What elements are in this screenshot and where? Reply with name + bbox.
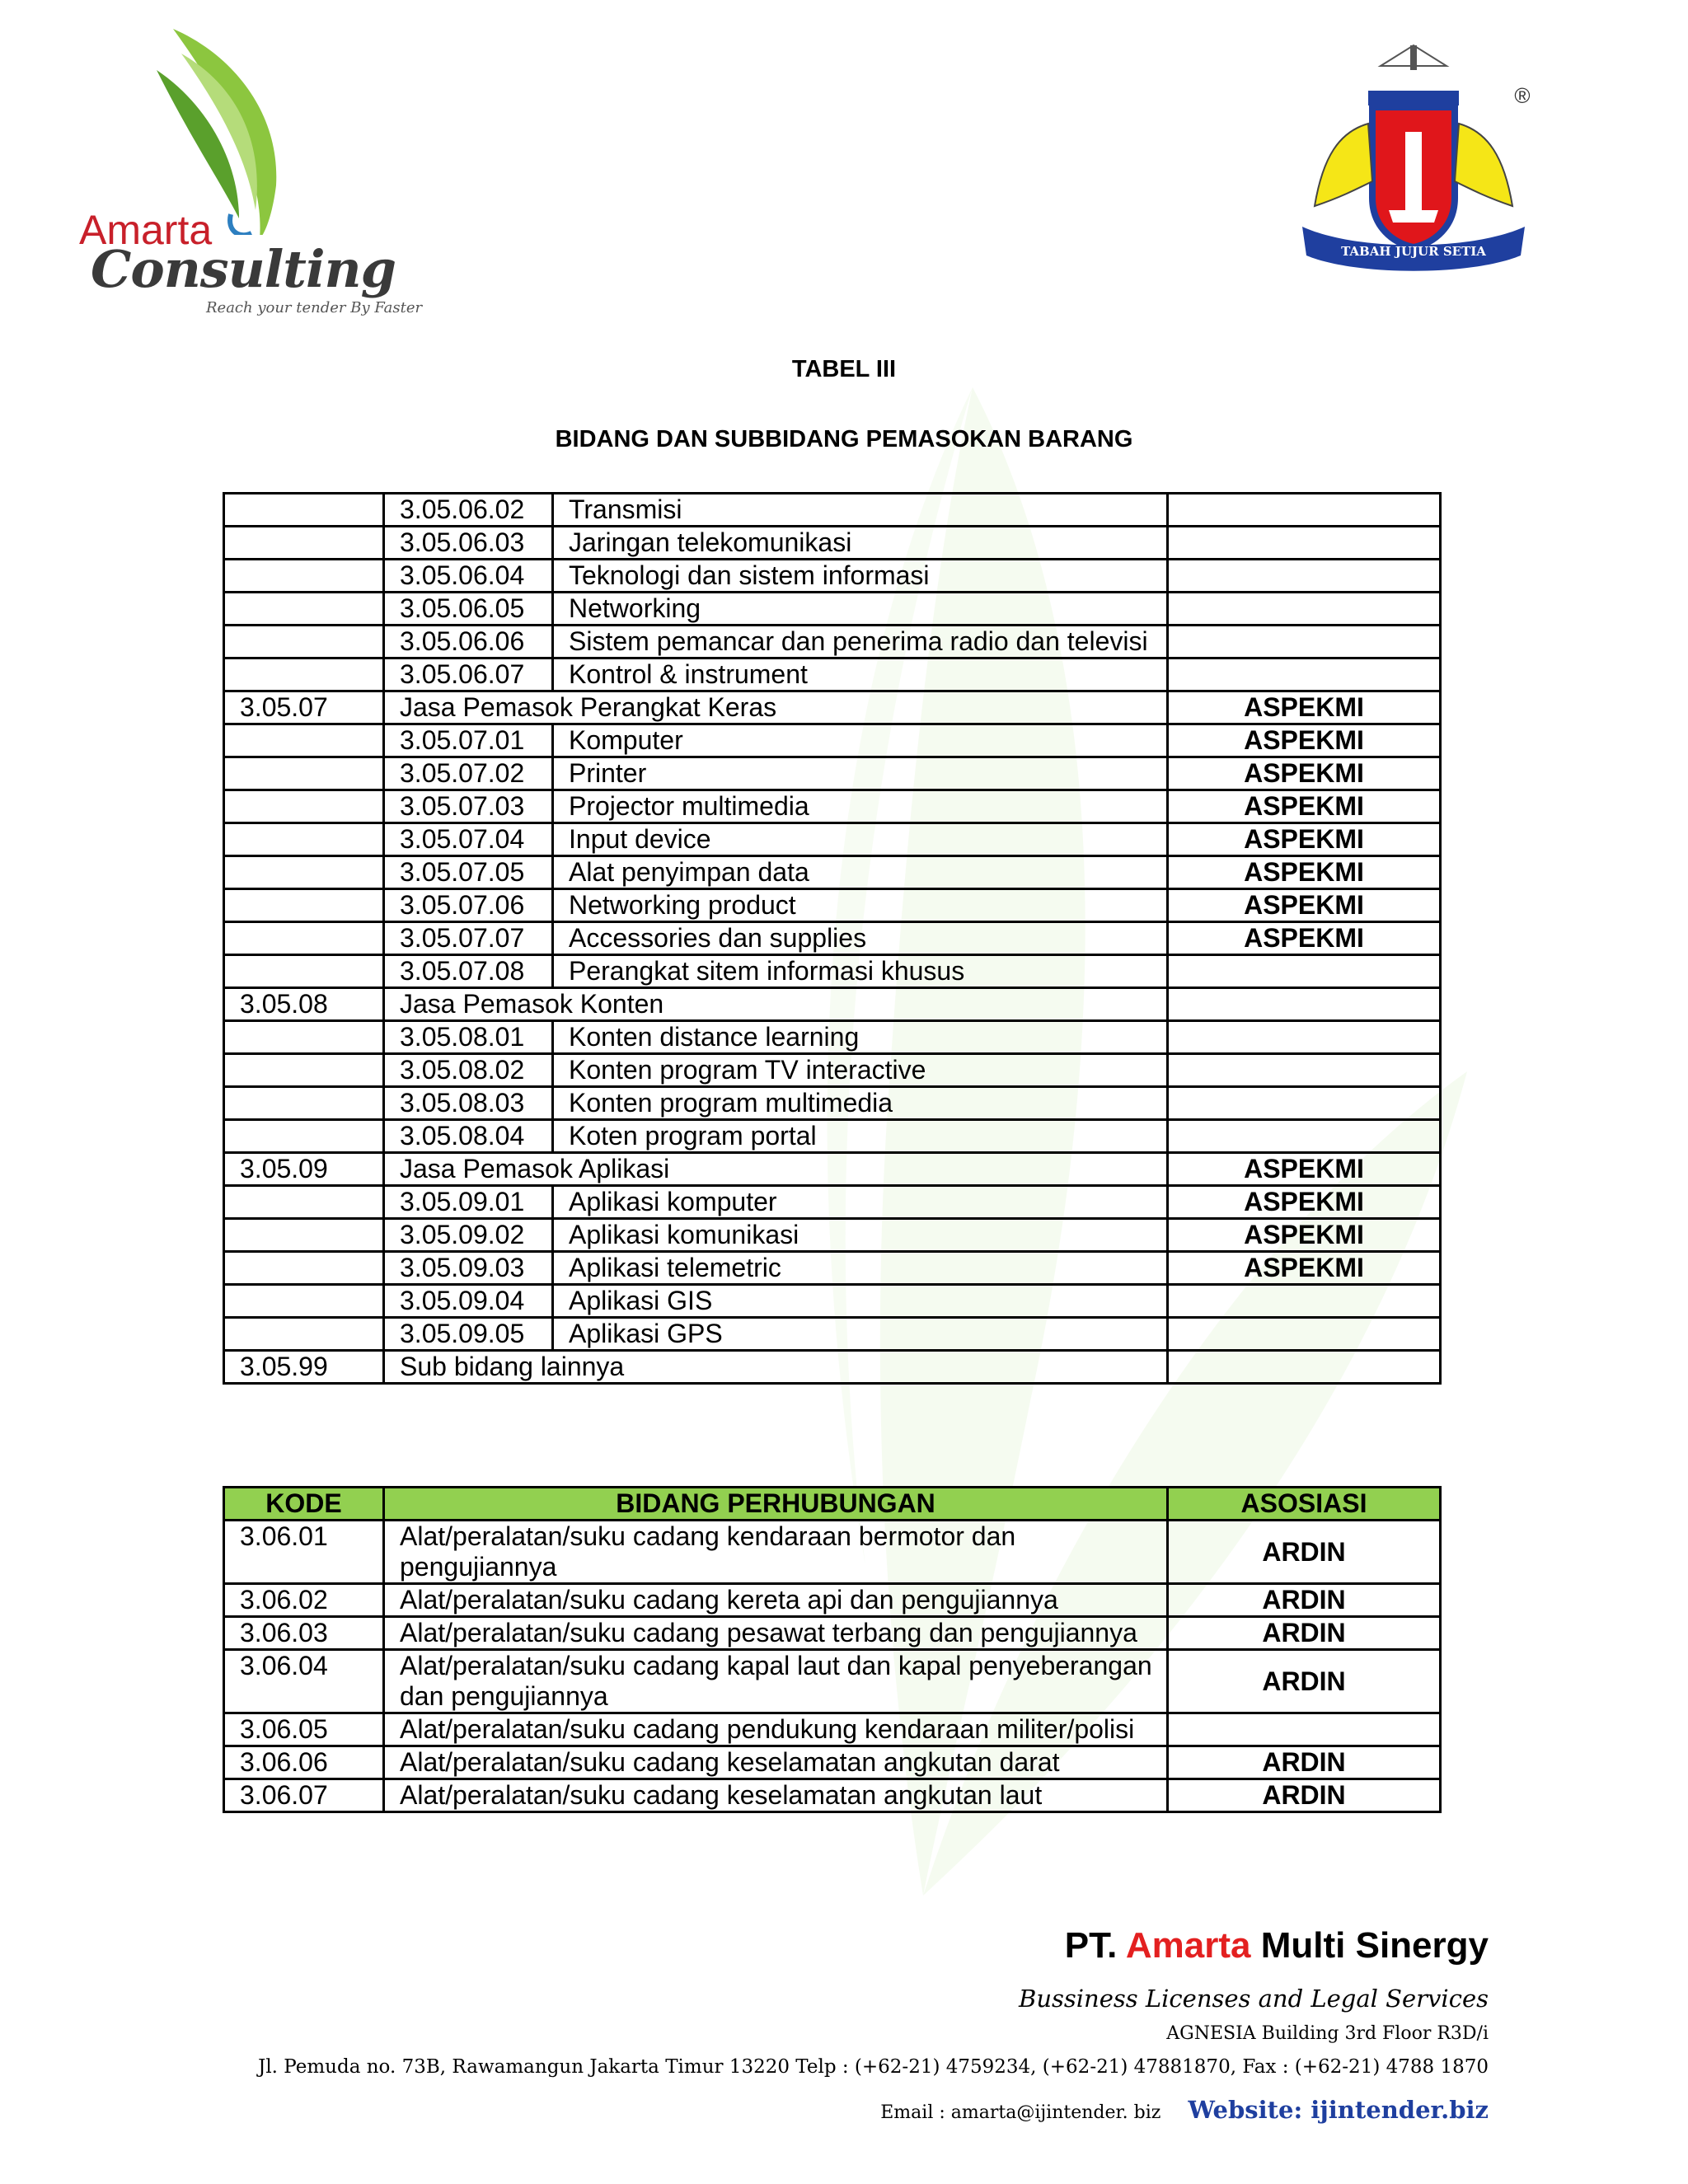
table-row xyxy=(224,922,1441,955)
leaf-icon xyxy=(74,21,437,235)
association-cell xyxy=(1168,955,1441,988)
field-code xyxy=(224,658,384,691)
subfield-name: Aplikasi komunikasi xyxy=(553,1219,1168,1252)
field-name: Jasa Pemasok Perangkat Keras xyxy=(384,691,1168,724)
association-cell xyxy=(1168,1351,1441,1384)
subfield-table xyxy=(223,492,1442,1385)
website-link[interactable]: Website: ijintender.biz xyxy=(1188,2096,1489,2124)
crest-icon xyxy=(1290,41,1537,288)
field-code xyxy=(224,1054,384,1087)
subfield-name: Accessories dan supplies xyxy=(553,922,1168,955)
subfield-code: 3.05.06.02 xyxy=(384,494,553,527)
field-code: 3.05.07 xyxy=(224,691,384,724)
logo-brand-amarta: Amarta xyxy=(79,207,213,253)
table-row xyxy=(224,1087,1441,1120)
field-name: Alat/peralatan/suku cadang pesawat terbang dan pengujiannya xyxy=(384,1617,1168,1650)
subfield-name: Jaringan telekomunikasi xyxy=(553,527,1168,560)
subfield-code: 3.05.06.05 xyxy=(384,593,553,626)
subfield-name: Perangkat sitem informasi khusus xyxy=(553,955,1168,988)
field-code xyxy=(224,823,384,856)
subfield-name: Komputer xyxy=(553,724,1168,757)
table-row xyxy=(224,790,1441,823)
subfield-name: Sistem pemancar dan penerima radio dan televisi xyxy=(553,626,1168,658)
table-row xyxy=(224,1746,1441,1779)
subfield-name: Alat penyimpan data xyxy=(553,856,1168,889)
field-name: Jasa Pemasok Aplikasi xyxy=(384,1153,1168,1186)
subfield-name: Konten distance learning xyxy=(553,1021,1168,1054)
table-row xyxy=(224,1252,1441,1285)
association-cell: ASPEKMI xyxy=(1168,856,1441,889)
table-row xyxy=(224,1351,1441,1384)
subfield-name: Aplikasi komputer xyxy=(553,1186,1168,1219)
table-row xyxy=(224,1186,1441,1219)
association-cell: ASPEKMI xyxy=(1168,757,1441,790)
subfield-code: 3.05.09.05 xyxy=(384,1318,553,1351)
field-code xyxy=(224,1285,384,1318)
association-cell xyxy=(1168,1318,1441,1351)
registered-mark: ® xyxy=(1514,83,1531,108)
field-code xyxy=(224,955,384,988)
transport-table-body xyxy=(224,1521,1441,1812)
subfield-name: Aplikasi telemetric xyxy=(553,1252,1168,1285)
subfield-table-body xyxy=(224,494,1441,1384)
association-cell: ASPEKMI xyxy=(1168,691,1441,724)
field-code: 3.06.05 xyxy=(224,1713,384,1746)
field-code: 3.05.99 xyxy=(224,1351,384,1384)
subfield-name: Networking xyxy=(553,593,1168,626)
association-cell xyxy=(1168,1713,1441,1746)
field-code xyxy=(224,1021,384,1054)
subfield-name: Input device xyxy=(553,823,1168,856)
field-code xyxy=(224,560,384,593)
field-name: Jasa Pemasok Konten xyxy=(384,988,1168,1021)
table-row xyxy=(224,724,1441,757)
field-code xyxy=(224,1318,384,1351)
subfield-code: 3.05.06.06 xyxy=(384,626,553,658)
table-row xyxy=(224,1120,1441,1153)
field-code xyxy=(224,856,384,889)
table-row xyxy=(224,1153,1441,1186)
association-cell xyxy=(1168,1087,1441,1120)
association-cell xyxy=(1168,1054,1441,1087)
subfield-code: 3.05.07.04 xyxy=(384,823,553,856)
field-code: 3.06.02 xyxy=(224,1584,384,1617)
table-row xyxy=(224,1713,1441,1746)
subfield-name: Printer xyxy=(553,757,1168,790)
field-code xyxy=(224,724,384,757)
association-cell: ASPEKMI xyxy=(1168,823,1441,856)
field-code xyxy=(224,1186,384,1219)
field-code xyxy=(224,1120,384,1153)
subfield-name: Projector multimedia xyxy=(553,790,1168,823)
company-contact xyxy=(880,2096,1489,2124)
jakarta-emblem xyxy=(1290,41,1537,288)
subfield-code: 3.05.07.01 xyxy=(384,724,553,757)
table-row xyxy=(224,560,1441,593)
table-row xyxy=(224,1584,1441,1617)
table-row xyxy=(224,691,1441,724)
association-cell: ASPEKMI xyxy=(1168,1153,1441,1186)
table-row xyxy=(224,1054,1441,1087)
association-cell xyxy=(1168,494,1441,527)
field-name: Alat/peralatan/suku cadang kereta api dan pengujiannya xyxy=(384,1584,1168,1617)
field-name: Alat/peralatan/suku cadang keselamatan angkutan laut xyxy=(384,1779,1168,1812)
field-code xyxy=(224,1087,384,1120)
table-row xyxy=(224,1521,1441,1584)
association-cell: ASPEKMI xyxy=(1168,1219,1441,1252)
company-building: AGNESIA Building 3rd Floor R3D/i xyxy=(1166,2023,1489,2044)
field-code xyxy=(224,889,384,922)
field-code xyxy=(224,922,384,955)
field-name: Alat/peralatan/suku cadang kapal laut dan kapal penyeberangan dan pengujiannya xyxy=(384,1650,1168,1713)
table-row xyxy=(224,1318,1441,1351)
table-row xyxy=(224,1021,1441,1054)
field-name: Alat/peralatan/suku cadang keselamatan angkutan darat xyxy=(384,1746,1168,1779)
table-row xyxy=(224,757,1441,790)
subfield-code: 3.05.08.04 xyxy=(384,1120,553,1153)
header-association: ASOSIASI xyxy=(1168,1488,1441,1521)
subfield-name: Networking product xyxy=(553,889,1168,922)
association-cell xyxy=(1168,1021,1441,1054)
company-highlight: Amarta xyxy=(1125,1925,1251,1966)
association-cell: ARDIN xyxy=(1168,1521,1441,1584)
association-cell: ASPEKMI xyxy=(1168,790,1441,823)
subfield-code: 3.05.07.08 xyxy=(384,955,553,988)
field-code xyxy=(224,1219,384,1252)
association-cell: ARDIN xyxy=(1168,1779,1441,1812)
table-row xyxy=(224,1617,1441,1650)
subfield-code: 3.05.09.02 xyxy=(384,1219,553,1252)
association-cell xyxy=(1168,1285,1441,1318)
association-cell xyxy=(1168,1120,1441,1153)
field-code: 3.06.06 xyxy=(224,1746,384,1779)
table-row xyxy=(224,527,1441,560)
table-row xyxy=(224,1219,1441,1252)
subfield-code: 3.05.08.03 xyxy=(384,1087,553,1120)
field-code xyxy=(224,1252,384,1285)
association-cell: ASPEKMI xyxy=(1168,724,1441,757)
logo-brand-consulting: Consulting xyxy=(91,239,396,299)
subfield-code: 3.05.09.03 xyxy=(384,1252,553,1285)
company-address: Jl. Pemuda no. 73B, Rawamangun Jakarta Timur 13220 Telp : (+62-21) 4759234, (+62-21) 47881870, Fax : (+62-21) 4788 1870 xyxy=(258,2056,1489,2078)
field-code: 3.06.04 xyxy=(224,1650,384,1713)
association-cell: ARDIN xyxy=(1168,1617,1441,1650)
subfield-code: 3.05.06.07 xyxy=(384,658,553,691)
emblem-motto: TABAH JUJUR SETIA xyxy=(1341,244,1486,259)
table-row xyxy=(224,988,1441,1021)
subfield-name: Kontrol & instrument xyxy=(553,658,1168,691)
field-name: Alat/peralatan/suku cadang kendaraan bermotor dan pengujiannya xyxy=(384,1521,1168,1584)
association-cell: ARDIN xyxy=(1168,1650,1441,1713)
field-code: 3.05.08 xyxy=(224,988,384,1021)
table-row xyxy=(224,626,1441,658)
company-suffix: Multi Sinergy xyxy=(1260,1925,1489,1966)
table-row xyxy=(224,593,1441,626)
association-cell: ARDIN xyxy=(1168,1584,1441,1617)
field-code xyxy=(224,790,384,823)
field-code xyxy=(224,494,384,527)
table-header-row xyxy=(224,1488,1441,1521)
subfield-code: 3.05.09.04 xyxy=(384,1285,553,1318)
page-heading: BIDANG DAN SUBBIDANG PEMASOKAN BARANG xyxy=(555,426,1133,452)
association-cell xyxy=(1168,560,1441,593)
subfield-name: Konten program TV interactive xyxy=(553,1054,1168,1087)
field-code xyxy=(224,593,384,626)
table-row xyxy=(224,1779,1441,1812)
logo-tagline: Reach your tender By Faster xyxy=(206,299,423,316)
subfield-name: Konten program multimedia xyxy=(553,1087,1168,1120)
header-field: BIDANG PERHUBUNGAN xyxy=(384,1488,1168,1521)
field-name: Alat/peralatan/suku cadang pendukung kendaraan militer/polisi xyxy=(384,1713,1168,1746)
association-cell xyxy=(1168,527,1441,560)
company-name xyxy=(1065,1925,1489,1966)
subfield-code: 3.05.07.07 xyxy=(384,922,553,955)
field-code xyxy=(224,626,384,658)
subfield-code: 3.05.06.04 xyxy=(384,560,553,593)
association-cell xyxy=(1168,626,1441,658)
table-row xyxy=(224,955,1441,988)
association-cell xyxy=(1168,593,1441,626)
table-row xyxy=(224,494,1441,527)
field-name: Sub bidang lainnya xyxy=(384,1351,1168,1384)
table-row xyxy=(224,1285,1441,1318)
field-code: 3.06.01 xyxy=(224,1521,384,1584)
amarta-consulting-logo xyxy=(74,21,437,326)
association-cell: ASPEKMI xyxy=(1168,922,1441,955)
association-cell: ASPEKMI xyxy=(1168,1252,1441,1285)
subfield-code: 3.05.08.02 xyxy=(384,1054,553,1087)
subfield-code: 3.05.07.06 xyxy=(384,889,553,922)
field-code: 3.06.07 xyxy=(224,1779,384,1812)
association-cell xyxy=(1168,988,1441,1021)
subfield-name: Aplikasi GIS xyxy=(553,1285,1168,1318)
field-code: 3.06.03 xyxy=(224,1617,384,1650)
association-cell: ASPEKMI xyxy=(1168,889,1441,922)
table-row xyxy=(224,856,1441,889)
table-row xyxy=(224,1650,1441,1713)
table-row xyxy=(224,889,1441,922)
subfield-name: Teknologi dan sistem informasi xyxy=(553,560,1168,593)
transport-field-table xyxy=(223,1486,1442,1813)
subfield-name: Aplikasi GPS xyxy=(553,1318,1168,1351)
subfield-code: 3.05.07.05 xyxy=(384,856,553,889)
email-text: Email : amarta@ijintender. biz xyxy=(880,2102,1161,2123)
subfield-code: 3.05.08.01 xyxy=(384,1021,553,1054)
association-cell: ASPEKMI xyxy=(1168,1186,1441,1219)
subfield-name: Transmisi xyxy=(553,494,1168,527)
table-row xyxy=(224,658,1441,691)
company-prefix: PT. xyxy=(1064,1925,1118,1966)
header-code: KODE xyxy=(224,1488,384,1521)
table-row xyxy=(224,823,1441,856)
table-label: TABEL III xyxy=(791,356,897,382)
subfield-code: 3.05.06.03 xyxy=(384,527,553,560)
subfield-code: 3.05.09.01 xyxy=(384,1186,553,1219)
association-cell xyxy=(1168,658,1441,691)
subfield-code: 3.05.07.03 xyxy=(384,790,553,823)
subfield-name: Koten program portal xyxy=(553,1120,1168,1153)
company-services: Bussiness Licenses and Legal Services xyxy=(1019,1985,1489,2013)
association-cell: ARDIN xyxy=(1168,1746,1441,1779)
field-code xyxy=(224,757,384,790)
subfield-code: 3.05.07.02 xyxy=(384,757,553,790)
field-code: 3.05.09 xyxy=(224,1153,384,1186)
field-code xyxy=(224,527,384,560)
